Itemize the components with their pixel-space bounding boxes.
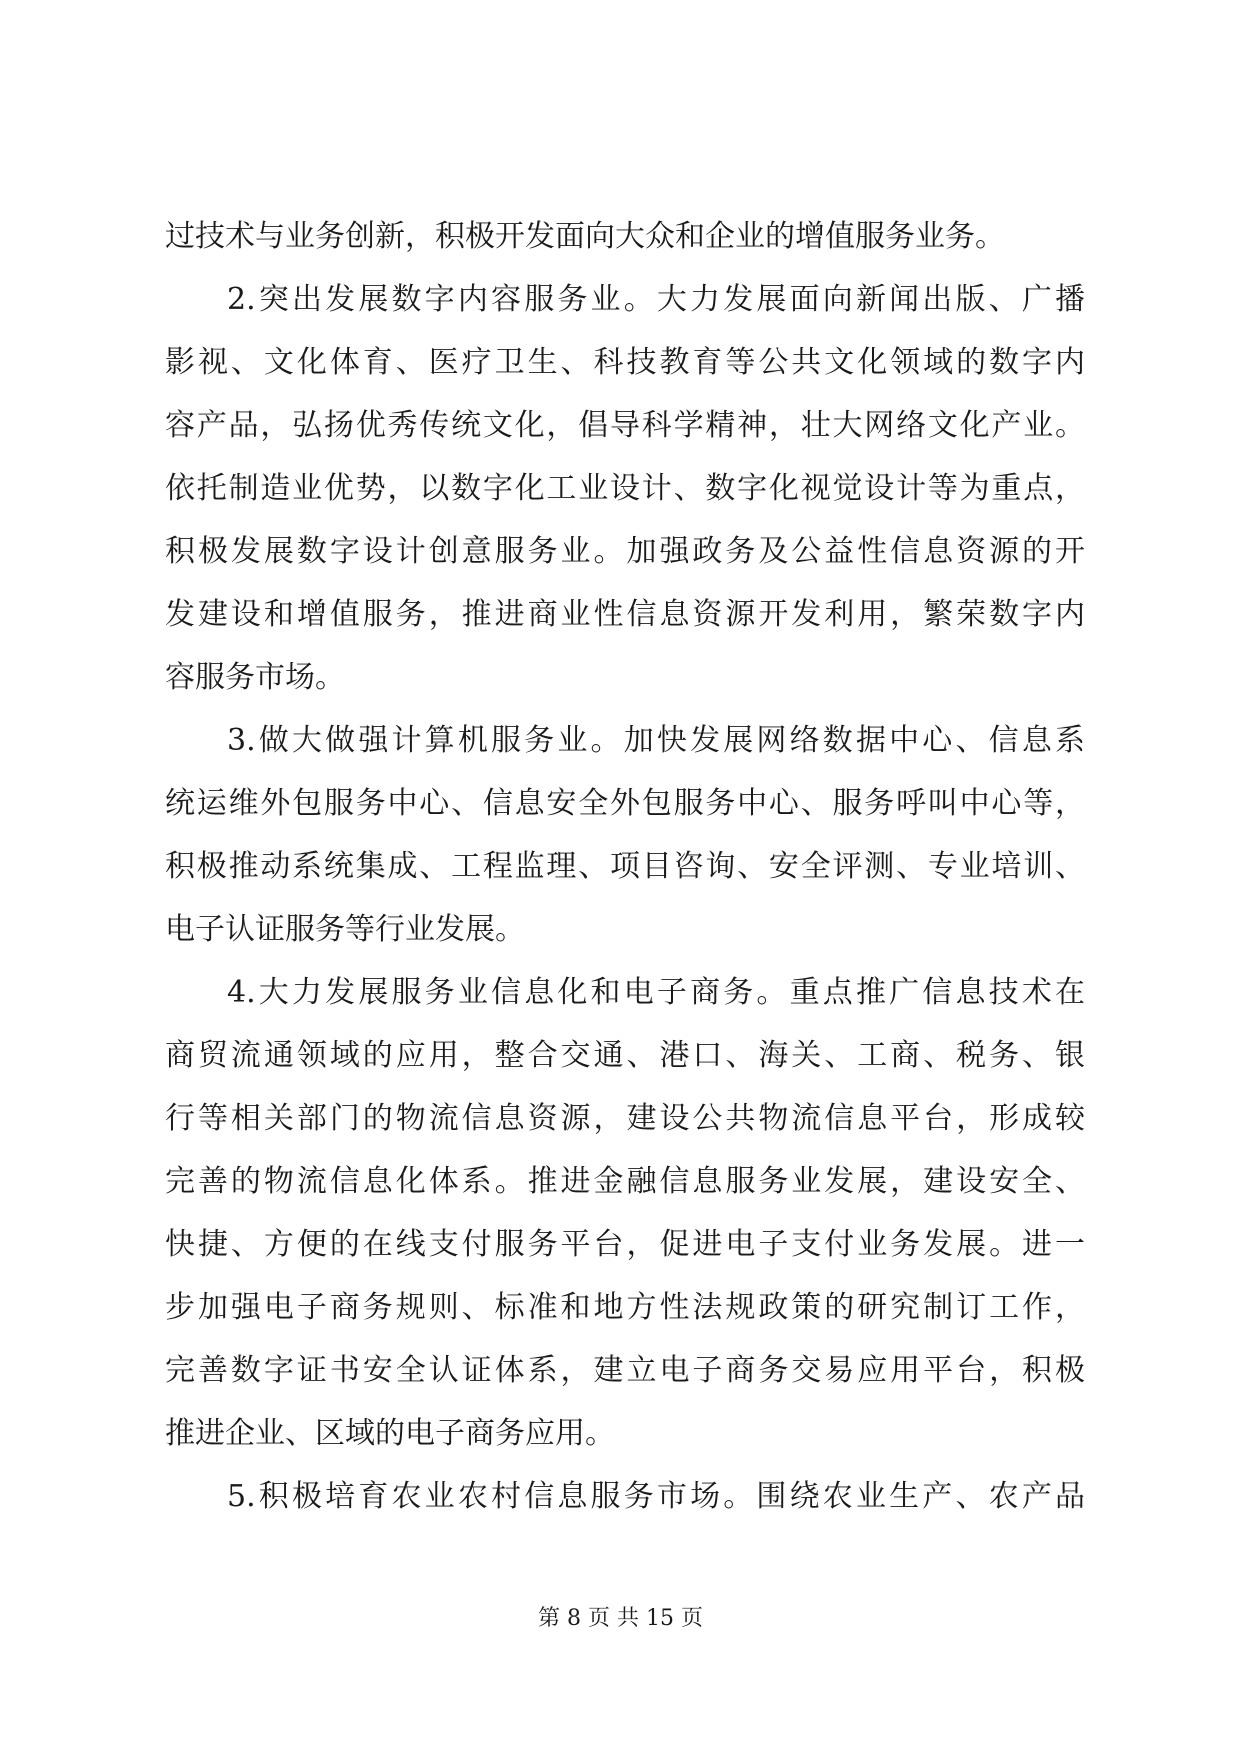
- text-line: 商贸流通领域的应用，整合交通、港口、海关、工商、税务、银: [165, 1038, 1085, 1073]
- text-line: 完善的物流信息化体系。推进金融信息服务业发展，建设安全、: [165, 1164, 1085, 1199]
- text-line: 依托制造业优势，以数字化工业设计、数字化视觉设计等为重点，: [165, 471, 1085, 506]
- text-line: 2.突出发展数字内容服务业。大力发展面向新闻出版、广播: [227, 282, 1085, 317]
- text-line: 步加强电子商务规则、标准和地方性法规政策的研究制订工作，: [165, 1290, 1085, 1325]
- paragraph-continuation: [165, 205, 1085, 268]
- paragraph-computer-services: [165, 709, 1085, 961]
- text-line: 积极发展数字设计创意服务业。加强政务及公益性信息资源的开: [165, 534, 1085, 569]
- text-line: 容服务市场。: [165, 660, 345, 695]
- text-line: 完善数字证书安全认证体系，建立电子商务交易应用平台，积极: [165, 1353, 1085, 1388]
- paragraph-e-commerce: [165, 961, 1085, 1465]
- text-line: 5.积极培育农业农村信息服务市场。围绕农业生产、农产品: [227, 1479, 1085, 1514]
- text-line: 容产品，弘扬优秀传统文化，倡导科学精神，壮大网络文化产业。: [165, 408, 1085, 443]
- text-line: 快捷、方便的在线支付服务平台，促进电子支付业务发展。进一: [165, 1227, 1085, 1262]
- text-line: 电子认证服务等行业发展。: [165, 912, 525, 947]
- page-number-footer: 第 8 页 共 15 页: [538, 1606, 703, 1631]
- text-line: 积极推动系统集成、工程监理、项目咨询、安全评测、专业培训、: [165, 849, 1085, 884]
- text-line: 行等相关部门的物流信息资源，建设公共物流信息平台，形成较: [165, 1101, 1085, 1136]
- text-line: 发建设和增值服务，推进商业性信息资源开发利用，繁荣数字内: [165, 597, 1085, 632]
- text-line: 推进企业、区域的电子商务应用。: [165, 1416, 615, 1451]
- document-body: [165, 205, 1085, 1528]
- paragraph-agriculture: [165, 1465, 1085, 1528]
- text-line: 过技术与业务创新，积极开发面向大众和企业的增值服务业务。: [165, 219, 1005, 254]
- text-line: 影视、文化体育、医疗卫生、科技教育等公共文化领域的数字内: [165, 345, 1085, 380]
- paragraph-digital-content: [165, 268, 1085, 709]
- text-line: 3.做大做强计算机服务业。加快发展网络数据中心、信息系: [227, 723, 1085, 758]
- text-line: 统运维外包服务中心、信息安全外包服务中心、服务呼叫中心等，: [165, 786, 1085, 821]
- text-line: 4.大力发展服务业信息化和电子商务。重点推广信息技术在: [227, 975, 1085, 1010]
